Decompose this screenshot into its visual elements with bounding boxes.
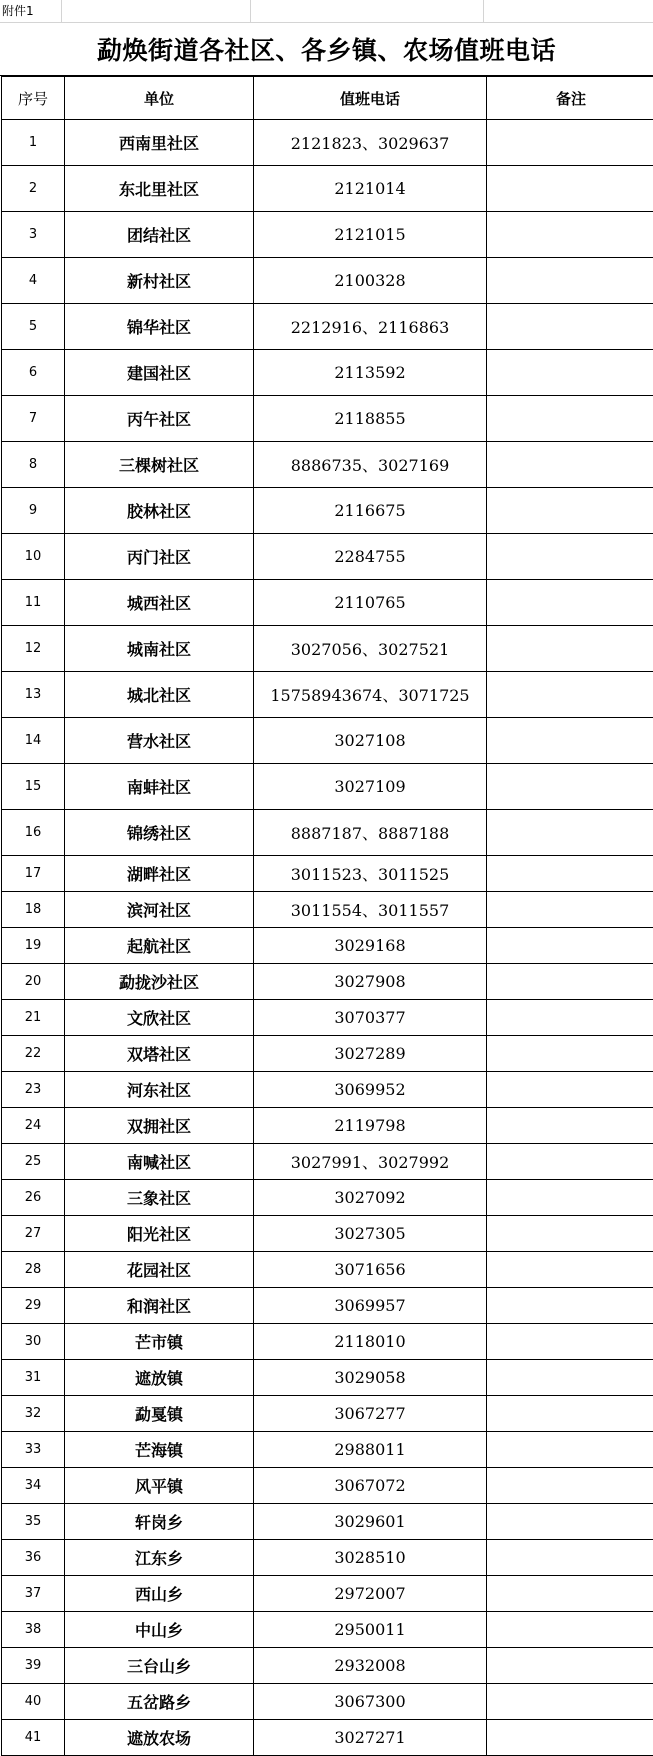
- seq-cell[interactable]: 8: [2, 442, 65, 488]
- seq-cell[interactable]: 39: [2, 1648, 65, 1684]
- unit-cell[interactable]: 丙午社区: [65, 396, 254, 442]
- seq-cell[interactable]: 1: [2, 120, 65, 166]
- note-cell[interactable]: [487, 1720, 653, 1756]
- note-cell[interactable]: [487, 1216, 653, 1252]
- unit-cell[interactable]: 芒市镇: [65, 1324, 254, 1360]
- phone-cell[interactable]: 2988011: [254, 1432, 487, 1468]
- seq-cell[interactable]: 40: [2, 1684, 65, 1720]
- phone-cell[interactable]: 3027056、3027521: [254, 626, 487, 672]
- seq-cell[interactable]: 20: [2, 964, 65, 1000]
- seq-cell[interactable]: 29: [2, 1288, 65, 1324]
- note-cell[interactable]: [487, 212, 653, 258]
- note-cell[interactable]: [487, 1576, 653, 1612]
- note-cell[interactable]: [487, 810, 653, 856]
- phone-cell[interactable]: 2118855: [254, 396, 487, 442]
- table-row: [2, 534, 653, 580]
- note-cell[interactable]: [487, 580, 653, 626]
- seq-cell[interactable]: 19: [2, 928, 65, 964]
- seq-cell[interactable]: 2: [2, 166, 65, 212]
- note-cell[interactable]: [487, 442, 653, 488]
- unit-cell[interactable]: 江东乡: [65, 1540, 254, 1576]
- table-row: [2, 212, 653, 258]
- phone-cell[interactable]: 3067072: [254, 1468, 487, 1504]
- phone-cell[interactable]: 3067300: [254, 1684, 487, 1720]
- seq-cell[interactable]: 26: [2, 1180, 65, 1216]
- unit-cell[interactable]: 城南社区: [65, 626, 254, 672]
- note-cell[interactable]: [487, 120, 653, 166]
- table-row: [2, 1000, 653, 1036]
- empty-cell[interactable]: [251, 0, 484, 22]
- table-row: [2, 964, 653, 1000]
- header-phone[interactable]: 值班电话: [254, 77, 487, 120]
- table-row: [2, 764, 653, 810]
- phone-cell[interactable]: 2100328: [254, 258, 487, 304]
- note-cell[interactable]: [487, 1000, 653, 1036]
- unit-cell[interactable]: 城西社区: [65, 580, 254, 626]
- note-cell[interactable]: [487, 1324, 653, 1360]
- note-cell[interactable]: [487, 1036, 653, 1072]
- table-row: [2, 1468, 653, 1504]
- seq-cell[interactable]: 7: [2, 396, 65, 442]
- unit-cell[interactable]: 河东社区: [65, 1072, 254, 1108]
- phone-cell[interactable]: 2113592: [254, 350, 487, 396]
- unit-cell[interactable]: 三台山乡: [65, 1648, 254, 1684]
- note-cell[interactable]: [487, 1396, 653, 1432]
- phone-cell[interactable]: 2121015: [254, 212, 487, 258]
- table-row: [2, 1720, 653, 1756]
- note-cell[interactable]: [487, 626, 653, 672]
- seq-cell[interactable]: 35: [2, 1504, 65, 1540]
- unit-cell[interactable]: 三棵树社区: [65, 442, 254, 488]
- phone-cell[interactable]: 2116675: [254, 488, 487, 534]
- seq-cell[interactable]: 10: [2, 534, 65, 580]
- phone-cell[interactable]: 3069957: [254, 1288, 487, 1324]
- unit-cell[interactable]: 遮放镇: [65, 1360, 254, 1396]
- seq-cell[interactable]: 22: [2, 1036, 65, 1072]
- table-row: [2, 1648, 653, 1684]
- note-cell[interactable]: [487, 1468, 653, 1504]
- note-cell[interactable]: [487, 166, 653, 212]
- phone-cell[interactable]: 3069952: [254, 1072, 487, 1108]
- seq-cell[interactable]: 27: [2, 1216, 65, 1252]
- unit-cell[interactable]: 双拥社区: [65, 1108, 254, 1144]
- unit-cell[interactable]: 南喊社区: [65, 1144, 254, 1180]
- table-row: [2, 1180, 653, 1216]
- unit-cell[interactable]: 阳光社区: [65, 1216, 254, 1252]
- note-cell[interactable]: [487, 1180, 653, 1216]
- unit-cell[interactable]: 南蚌社区: [65, 764, 254, 810]
- note-cell[interactable]: [487, 964, 653, 1000]
- note-cell[interactable]: [487, 1684, 653, 1720]
- table-row: [2, 1432, 653, 1468]
- phone-cell[interactable]: 3070377: [254, 1000, 487, 1036]
- seq-cell[interactable]: 3: [2, 212, 65, 258]
- phone-cell[interactable]: 3071656: [254, 1252, 487, 1288]
- seq-cell[interactable]: 32: [2, 1396, 65, 1432]
- note-cell[interactable]: [487, 892, 653, 928]
- note-cell[interactable]: [487, 718, 653, 764]
- table-row: [2, 1252, 653, 1288]
- seq-cell[interactable]: 37: [2, 1576, 65, 1612]
- unit-cell[interactable]: 东北里社区: [65, 166, 254, 212]
- unit-cell[interactable]: 中山乡: [65, 1612, 254, 1648]
- note-cell[interactable]: [487, 534, 653, 580]
- phone-cell[interactable]: 8886735、3027169: [254, 442, 487, 488]
- unit-cell[interactable]: 和润社区: [65, 1288, 254, 1324]
- seq-cell[interactable]: 24: [2, 1108, 65, 1144]
- seq-cell[interactable]: 31: [2, 1360, 65, 1396]
- phone-cell[interactable]: 3027108: [254, 718, 487, 764]
- unit-cell[interactable]: 起航社区: [65, 928, 254, 964]
- seq-cell[interactable]: 41: [2, 1720, 65, 1756]
- note-cell[interactable]: [487, 856, 653, 892]
- unit-cell[interactable]: 建国社区: [65, 350, 254, 396]
- unit-cell[interactable]: 五岔路乡: [65, 1684, 254, 1720]
- unit-cell[interactable]: 轩岗乡: [65, 1504, 254, 1540]
- phone-cell[interactable]: 2932008: [254, 1648, 487, 1684]
- note-cell[interactable]: [487, 258, 653, 304]
- phone-cell[interactable]: 2121823、3029637: [254, 120, 487, 166]
- unit-cell[interactable]: 风平镇: [65, 1468, 254, 1504]
- seq-cell[interactable]: 5: [2, 304, 65, 350]
- note-cell[interactable]: [487, 1288, 653, 1324]
- table-row: [2, 1540, 653, 1576]
- phone-cell[interactable]: 3027991、3027992: [254, 1144, 487, 1180]
- seq-cell[interactable]: 36: [2, 1540, 65, 1576]
- seq-cell[interactable]: 13: [2, 672, 65, 718]
- unit-cell[interactable]: 勐戛镇: [65, 1396, 254, 1432]
- phone-cell[interactable]: 3027305: [254, 1216, 487, 1252]
- header-seq[interactable]: 序号: [2, 77, 65, 120]
- note-cell[interactable]: [487, 1540, 653, 1576]
- duty-phone-table: [1, 76, 653, 1756]
- note-cell[interactable]: [487, 672, 653, 718]
- unit-cell[interactable]: 胶林社区: [65, 488, 254, 534]
- page-title: 勐焕街道各社区、各乡镇、农场值班电话: [97, 31, 556, 67]
- note-cell[interactable]: [487, 764, 653, 810]
- unit-cell[interactable]: 双塔社区: [65, 1036, 254, 1072]
- table-row: [2, 120, 653, 166]
- table-row: [2, 856, 653, 892]
- unit-cell[interactable]: 营水社区: [65, 718, 254, 764]
- phone-cell[interactable]: 3028510: [254, 1540, 487, 1576]
- unit-cell[interactable]: 文欣社区: [65, 1000, 254, 1036]
- table-row: [2, 1144, 653, 1180]
- attachment-cell[interactable]: [0, 0, 62, 22]
- note-cell[interactable]: [487, 1648, 653, 1684]
- unit-cell[interactable]: 芒海镇: [65, 1432, 254, 1468]
- unit-cell[interactable]: 滨河社区: [65, 892, 254, 928]
- attachment-row: [0, 0, 653, 23]
- phone-cell[interactable]: 3029168: [254, 928, 487, 964]
- table-row: [2, 396, 653, 442]
- phone-cell[interactable]: 3027109: [254, 764, 487, 810]
- seq-cell[interactable]: 33: [2, 1432, 65, 1468]
- seq-cell[interactable]: 11: [2, 580, 65, 626]
- unit-cell[interactable]: 勐拢沙社区: [65, 964, 254, 1000]
- table-row: [2, 1036, 653, 1072]
- unit-cell[interactable]: 西南里社区: [65, 120, 254, 166]
- phone-cell[interactable]: 3027289: [254, 1036, 487, 1072]
- seq-cell[interactable]: 30: [2, 1324, 65, 1360]
- phone-cell[interactable]: 3029601: [254, 1504, 487, 1540]
- phone-cell[interactable]: 2972007: [254, 1576, 487, 1612]
- phone-cell[interactable]: 8887187、8887188: [254, 810, 487, 856]
- phone-cell[interactable]: 3067277: [254, 1396, 487, 1432]
- table-row: [2, 1072, 653, 1108]
- note-cell[interactable]: [487, 1504, 653, 1540]
- note-cell[interactable]: [487, 350, 653, 396]
- unit-cell[interactable]: 团结社区: [65, 212, 254, 258]
- table-row: [2, 1360, 653, 1396]
- note-cell[interactable]: [487, 1432, 653, 1468]
- phone-cell[interactable]: 2121014: [254, 166, 487, 212]
- empty-cell[interactable]: [484, 0, 653, 22]
- phone-cell[interactable]: 2284755: [254, 534, 487, 580]
- phone-cell[interactable]: 3027092: [254, 1180, 487, 1216]
- table-row: [2, 718, 653, 764]
- unit-cell[interactable]: 三象社区: [65, 1180, 254, 1216]
- unit-cell[interactable]: 城北社区: [65, 672, 254, 718]
- table-row: [2, 626, 653, 672]
- unit-cell[interactable]: 丙门社区: [65, 534, 254, 580]
- table-row: [2, 1108, 653, 1144]
- phone-cell[interactable]: 3011554、3011557: [254, 892, 487, 928]
- seq-cell[interactable]: 23: [2, 1072, 65, 1108]
- seq-cell[interactable]: 4: [2, 258, 65, 304]
- seq-cell[interactable]: 18: [2, 892, 65, 928]
- table-row: [2, 258, 653, 304]
- table-row: [2, 1504, 653, 1540]
- seq-cell[interactable]: 25: [2, 1144, 65, 1180]
- seq-cell[interactable]: 6: [2, 350, 65, 396]
- seq-cell[interactable]: 16: [2, 810, 65, 856]
- empty-cell[interactable]: [62, 0, 251, 22]
- phone-cell[interactable]: 2118010: [254, 1324, 487, 1360]
- seq-cell[interactable]: 14: [2, 718, 65, 764]
- unit-cell[interactable]: 湖畔社区: [65, 856, 254, 892]
- seq-cell[interactable]: 34: [2, 1468, 65, 1504]
- table-row: [2, 488, 653, 534]
- seq-cell[interactable]: 17: [2, 856, 65, 892]
- table-row: [2, 672, 653, 718]
- table-row: [2, 892, 653, 928]
- table-body: [2, 120, 653, 1756]
- note-cell[interactable]: [487, 1612, 653, 1648]
- table-row: [2, 350, 653, 396]
- note-cell[interactable]: [487, 1072, 653, 1108]
- unit-cell[interactable]: 遮放农场: [65, 1720, 254, 1756]
- table-row: [2, 1612, 653, 1648]
- table-row: [2, 166, 653, 212]
- unit-cell[interactable]: 锦绣社区: [65, 810, 254, 856]
- phone-cell[interactable]: 2110765: [254, 580, 487, 626]
- table-row: [2, 1324, 653, 1360]
- attachment-label: 附件1: [2, 3, 34, 19]
- seq-cell[interactable]: 21: [2, 1000, 65, 1036]
- note-cell[interactable]: [487, 396, 653, 442]
- table-row: [2, 580, 653, 626]
- seq-cell[interactable]: 38: [2, 1612, 65, 1648]
- phone-cell[interactable]: 2950011: [254, 1612, 487, 1648]
- table-row: [2, 928, 653, 964]
- table-row: [2, 1684, 653, 1720]
- seq-cell[interactable]: 9: [2, 488, 65, 534]
- seq-cell[interactable]: 12: [2, 626, 65, 672]
- table-row: [2, 1396, 653, 1432]
- phone-cell[interactable]: 3027271: [254, 1720, 487, 1756]
- unit-cell[interactable]: 锦华社区: [65, 304, 254, 350]
- unit-cell[interactable]: 花园社区: [65, 1252, 254, 1288]
- table-row: [2, 1216, 653, 1252]
- note-cell[interactable]: [487, 488, 653, 534]
- header-unit[interactable]: 单位: [65, 77, 254, 120]
- phone-cell[interactable]: 3027908: [254, 964, 487, 1000]
- phone-cell[interactable]: 2212916、2116863: [254, 304, 487, 350]
- note-cell[interactable]: [487, 1108, 653, 1144]
- table-row: [2, 810, 653, 856]
- note-cell[interactable]: [487, 1252, 653, 1288]
- note-cell[interactable]: [487, 304, 653, 350]
- table-row: [2, 442, 653, 488]
- phone-cell[interactable]: 3011523、3011525: [254, 856, 487, 892]
- table-row: [2, 1576, 653, 1612]
- header-row: [2, 77, 653, 120]
- table-row: [2, 304, 653, 350]
- phone-cell[interactable]: 15758943674、3071725: [254, 672, 487, 718]
- note-cell[interactable]: [487, 928, 653, 964]
- seq-cell[interactable]: 15: [2, 764, 65, 810]
- table-row: [2, 1288, 653, 1324]
- seq-cell[interactable]: 28: [2, 1252, 65, 1288]
- phone-cell[interactable]: 2119798: [254, 1108, 487, 1144]
- unit-cell[interactable]: 新村社区: [65, 258, 254, 304]
- note-cell[interactable]: [487, 1144, 653, 1180]
- note-cell[interactable]: [487, 1360, 653, 1396]
- phone-cell[interactable]: 3029058: [254, 1360, 487, 1396]
- unit-cell[interactable]: 西山乡: [65, 1576, 254, 1612]
- header-note[interactable]: 备注: [487, 77, 653, 120]
- title-row: [0, 23, 653, 76]
